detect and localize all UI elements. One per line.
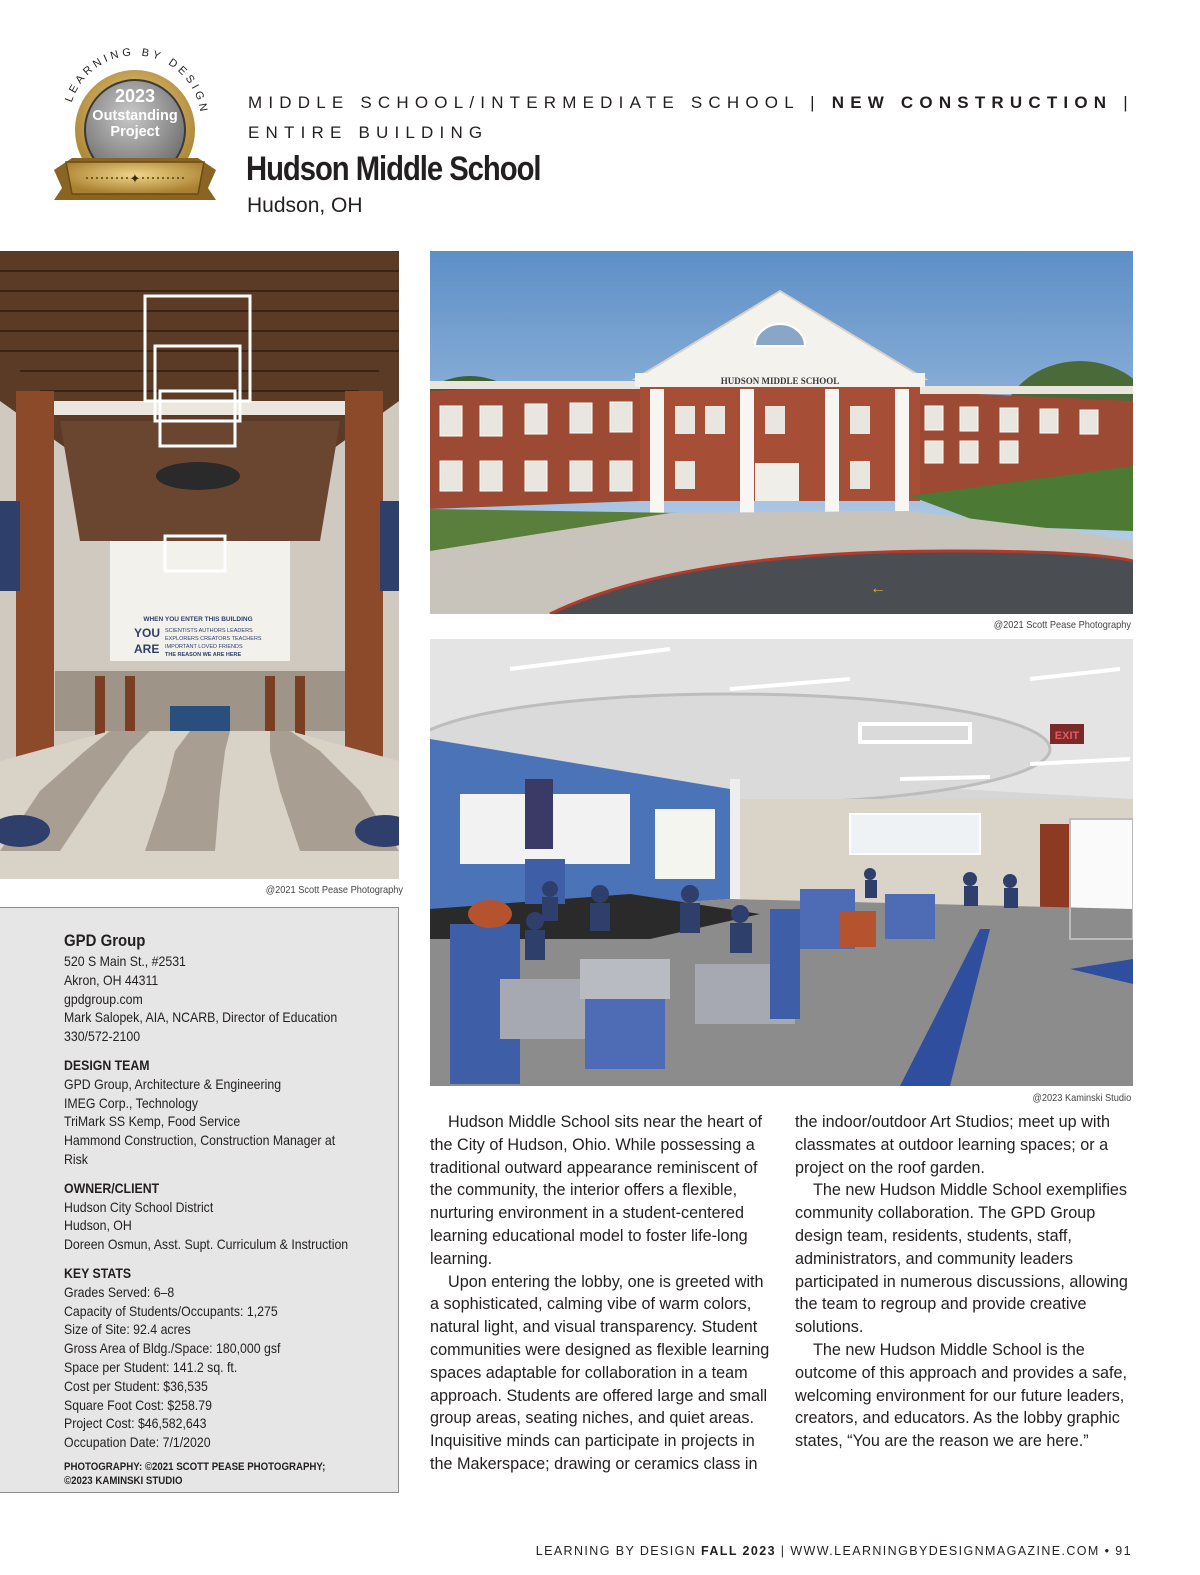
- firm-contact: Mark Salopek, AIA, NCARB, Director of Education: [64, 1009, 338, 1026]
- banner-line3: IMPORTANT LOVED FRIENDS: [165, 644, 243, 650]
- design-team-item: IMEG Corp., Technology: [64, 1094, 198, 1111]
- page-footer: [536, 1544, 1132, 1558]
- stat-item: Occupation Date: 7/1/2020: [64, 1434, 211, 1451]
- footer-separator: |: [775, 1544, 791, 1558]
- page-title: Hudson Middle School: [246, 150, 541, 188]
- stat-item: Gross Area of Bldg./Space: 180,000 gsf: [64, 1340, 281, 1357]
- design-team-item: Hammond Construction, Construction Manager at Risk: [64, 1132, 336, 1167]
- project-info-sidebar: [0, 907, 399, 1493]
- design-team-item: GPD Group, Architecture & Engineering: [64, 1075, 282, 1092]
- exterior-photo-credit: @2021 Scott Pease Photography: [993, 619, 1131, 631]
- award-badge-icon: [48, 34, 222, 208]
- firm-name: GPD Group: [64, 931, 146, 950]
- footer-website: WWW.LEARNINGBYDESIGNMAGAZINE.COM: [790, 1544, 1100, 1558]
- project-info-content: [64, 930, 354, 1488]
- lobby-photo-credit: @2021 Scott Pease Photography: [265, 884, 403, 896]
- footer-bullet: •: [1099, 1544, 1116, 1558]
- stat-item: Capacity of Students/Occupants: 1,275: [64, 1302, 278, 1319]
- stat-item: Cost per Student: $36,535: [64, 1377, 208, 1394]
- svg-text:✦: ✦: [129, 171, 141, 186]
- firm-city: Akron, OH 44311: [64, 971, 159, 988]
- badge-arc-text: LEARNING BY DESIGN: [63, 46, 210, 116]
- page-number: 91: [1115, 1544, 1132, 1558]
- project-category: [248, 88, 1148, 148]
- owner-heading: OWNER/CLIENT: [64, 1179, 160, 1196]
- photography-credit-line: PHOTOGRAPHY: ©2021 SCOTT PEASE PHOTOGRAPHY;: [64, 1460, 326, 1473]
- design-team-heading: DESIGN TEAM: [64, 1056, 150, 1073]
- article-paragraph: Upon entering the lobby, one is greeted with a sophisticated, calming vibe of warm colors, natural light, and visual transparency. Student communities were designed as flexible learning spaces adaptable for collaboration in a team approach. Students are offered large and small group areas, seating niches, and quiet areas. Inquisitive minds can participate in projects in the Makerspace; drawing or ceramics class in: [430, 1272, 770, 1473]
- article-paragraph: Hudson Middle School sits near the heart of the City of Hudson, Ohio. While possessing a traditional outward appearance reminiscent of the community, the interior offers a flexible, nurturing environment in a student-centered learning educational model to foster life-long learning.: [430, 1113, 763, 1268]
- stat-item: Grades Served: 6–8: [64, 1283, 175, 1300]
- exit-sign: EXIT: [1054, 730, 1080, 742]
- lobby-photo: [0, 251, 399, 879]
- design-team-item: TriMark SS Kemp, Food Service: [64, 1113, 241, 1130]
- owner-item: Doreen Osmun, Asst. Supt. Curriculum & Instruction: [64, 1236, 349, 1253]
- firm-address: 520 S Main St., #2531: [64, 953, 186, 969]
- project-location: Hudson, OH: [247, 194, 363, 217]
- banner-you: YOU: [134, 626, 161, 640]
- award-badge: [48, 34, 222, 208]
- badge-line1: Outstanding: [92, 108, 178, 124]
- article-paragraph: The new Hudson Middle School exemplifies community collaboration. The GPD Group design team, residents, students, staff, administrators, and community leaders participated in numerous discussions, allowing the team to regroup and provide creative solutions.: [795, 1181, 1128, 1337]
- article-column-2: [795, 1111, 1141, 1453]
- banner-line4: THE REASON WE ARE HERE: [165, 652, 242, 658]
- photography-credit-line: ©2023 KAMINSKI STUDIO: [64, 1474, 183, 1487]
- exterior-photo: [430, 251, 1133, 614]
- building-sign: HUDSON MIDDLE SCHOOL: [720, 376, 840, 386]
- stat-item: Project Cost: $46,582,643: [64, 1415, 207, 1432]
- badge-line2: Project: [110, 124, 160, 140]
- article-column-1: [430, 1111, 776, 1476]
- banner-line2: EXPLORERS CREATORS TEACHERS: [165, 636, 262, 642]
- banner-line1: SCIENTISTS AUTHORS LEADERS: [165, 628, 253, 634]
- photography-credit: [64, 1460, 354, 1488]
- owner-item: Hudson City School District: [64, 1198, 214, 1215]
- key-stats-heading: KEY STATS: [64, 1264, 132, 1281]
- footer-magazine: LEARNING BY DESIGN: [535, 1544, 702, 1558]
- banner-heading: WHEN YOU ENTER THIS BUILDING: [143, 616, 253, 623]
- category-suffix: | ENTIRE BUILDING: [248, 93, 1134, 142]
- firm-website: gpdgroup.com: [64, 990, 143, 1007]
- footer-issue: FALL 2023: [701, 1544, 776, 1558]
- owner-item: Hudson, OH: [64, 1217, 132, 1234]
- firm-phone: 330/572-2100: [64, 1028, 141, 1045]
- badge-year: 2023: [114, 86, 156, 106]
- category-bold: NEW CONSTRUCTION: [831, 93, 1113, 112]
- article-paragraph: the indoor/outdoor Art Studios; meet up with classmates at outdoor learning spaces; or a project on the roof garden.: [795, 1113, 1110, 1177]
- interior-photo: [430, 639, 1133, 1086]
- svg-text:←: ←: [870, 580, 886, 597]
- interior-photo-credit: @2023 Kaminski Studio: [1032, 1092, 1131, 1104]
- banner-are: ARE: [134, 642, 160, 656]
- stat-item: Space per Student: 141.2 sq. ft.: [64, 1358, 238, 1375]
- stat-item: Square Foot Cost: $258.79: [64, 1396, 212, 1413]
- article-paragraph: The new Hudson Middle School is the outcome of this approach and provides a safe, welcoming environment for our future leaders, creators, and educators. As the lobby graphic states, “You are the reason we are here.”: [795, 1340, 1128, 1451]
- category-prefix: MIDDLE SCHOOL/INTERMEDIATE SCHOOL |: [248, 93, 832, 112]
- stat-item: Size of Site: 92.4 acres: [64, 1321, 191, 1338]
